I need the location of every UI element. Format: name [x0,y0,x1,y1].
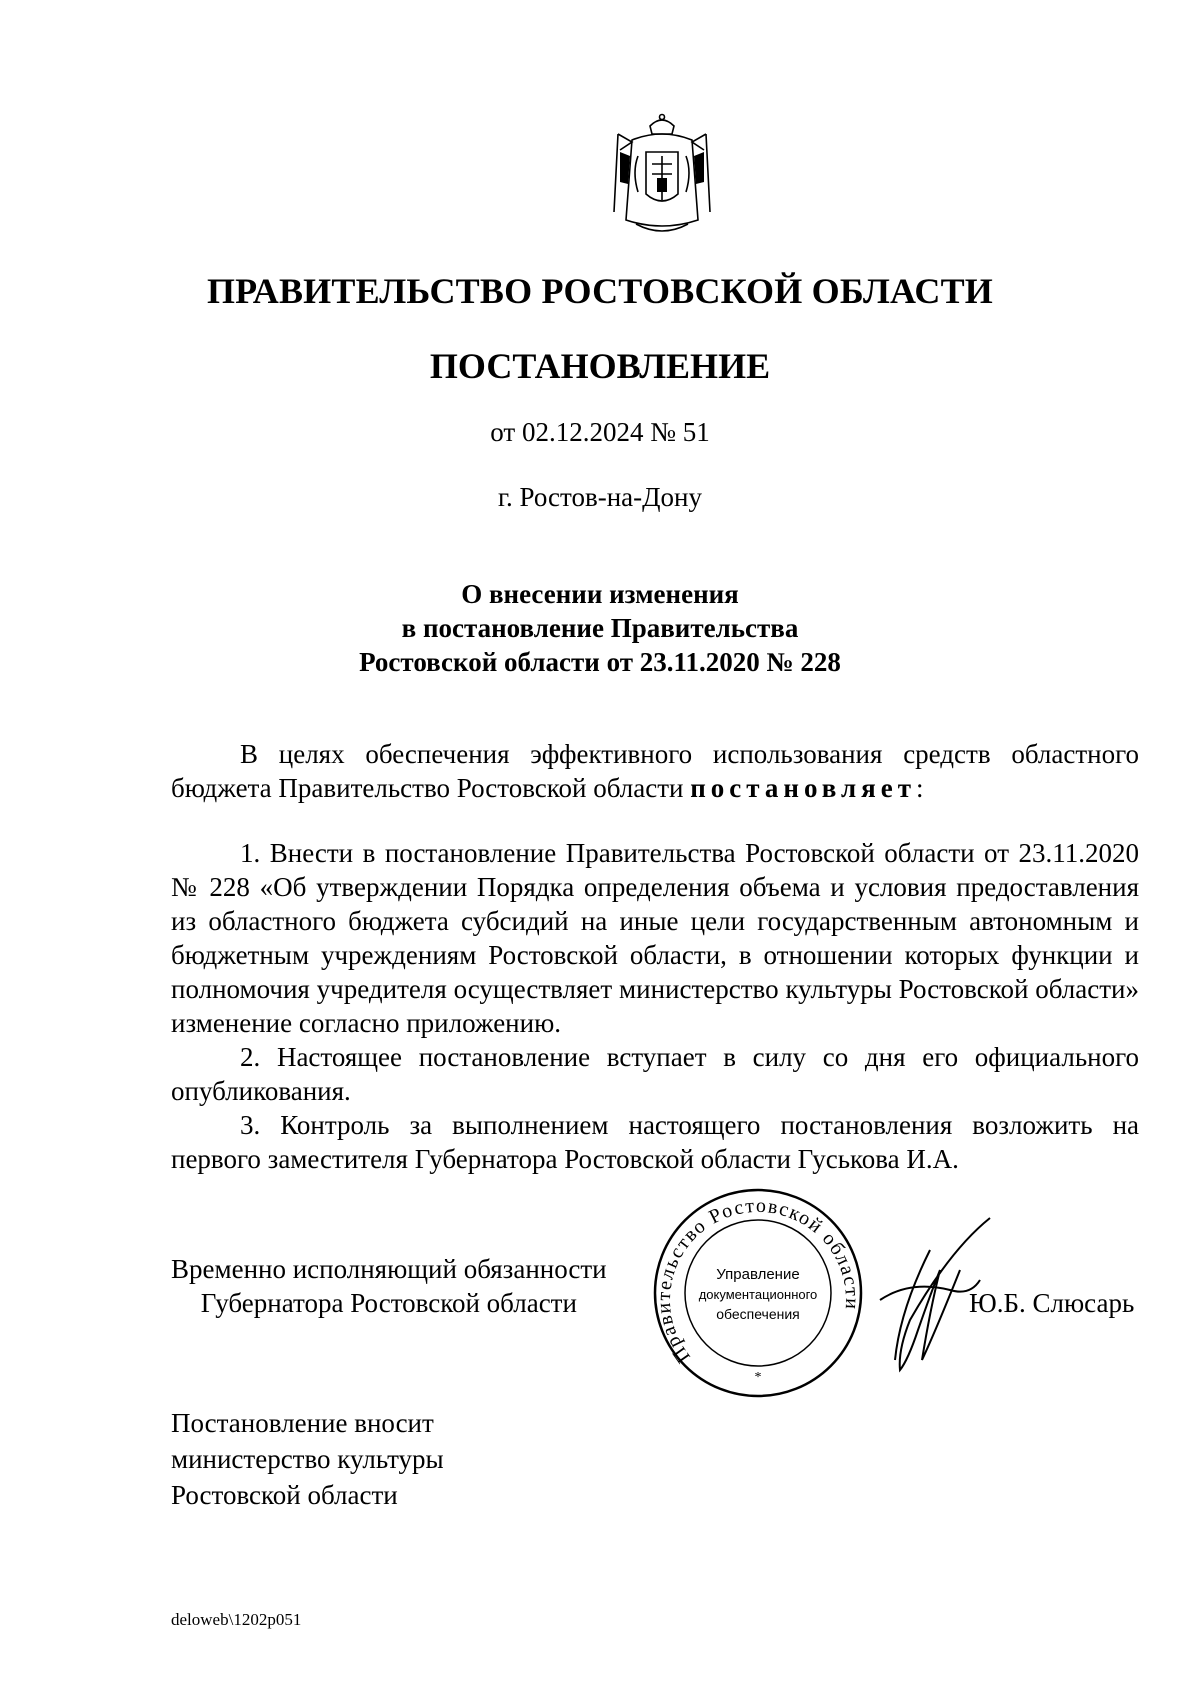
subject-block [0,577,1200,679]
submitted-by-line: Ростовской области [171,1480,398,1510]
submitted-by-line: Постановление вносит [171,1408,434,1438]
submitted-by-block [171,1405,444,1513]
item-paragraph: 2. Настоящее постановление вступает в силу со дня его официального опубликования. [171,1042,1139,1106]
stamp-center-line: документационного [698,1287,818,1302]
doc-date-number: от 02.12.2024 № 51 [490,417,710,447]
coat-of-arms-icon [602,112,722,240]
signatory-title-line: Губернатора Ростовской области [200,1288,577,1318]
items-block [171,836,1139,1176]
signatory-title-line: Временно исполняющий обязанности [171,1254,607,1284]
item-paragraph: 1. Внести в постановление Правительства Ростовской области от 23.11.2020 № 228 «Об утверждении Порядка определения объема и условия предоставления из областного бюджета субсидий на иные цели государственным автономным и бюджетным учреждениям Ростовской области, в отношении которых функции и полномочия учредителя осуществляет министерство культуры Ростовской области» изменение согласно приложению. [171,838,1139,1038]
stamp-center-line: Управление [716,1266,800,1283]
official-stamp [651,1187,865,1399]
submitted-by-line: министерство культуры [171,1444,444,1474]
item-paragraph: 3. Контроль за выполнением настоящего постановления возложить на первого заместителя Губернатора Ростовской области Гуськова И.А. [171,1110,1139,1174]
doc-city: г. Ростов-на-Дону [497,482,702,512]
subject-line: в постановление Правительства [401,613,799,643]
intro-punct: : [916,773,924,803]
stamp-ring-text: Правительство Ростовской области [652,1194,864,1368]
intro-paragraph [171,737,1139,805]
org-title: ПРАВИТЕЛЬСТВО РОСТОВСКОЙ ОБЛАСТИ [206,271,994,311]
subject-line: О внесении изменения [461,579,739,609]
svg-text:*: * [754,1370,762,1385]
footer-doc-code: deloweb\1202p051 [171,1610,302,1629]
intro-keyword: постановляет [690,773,916,803]
subject-line: Ростовской области от 23.11.2020 № 228 [359,647,841,677]
intro-text: В целях обеспечения эффективного использования средств областного бюджета Правительство Ростовской области [171,739,1139,803]
stamp-center-line: обеспечения [716,1306,800,1322]
signatory-name: Ю.Б. Слюсарь [969,1288,1135,1318]
signatory-title [171,1252,607,1320]
doc-type: ПОСТАНОВЛЕНИЕ [429,346,771,386]
